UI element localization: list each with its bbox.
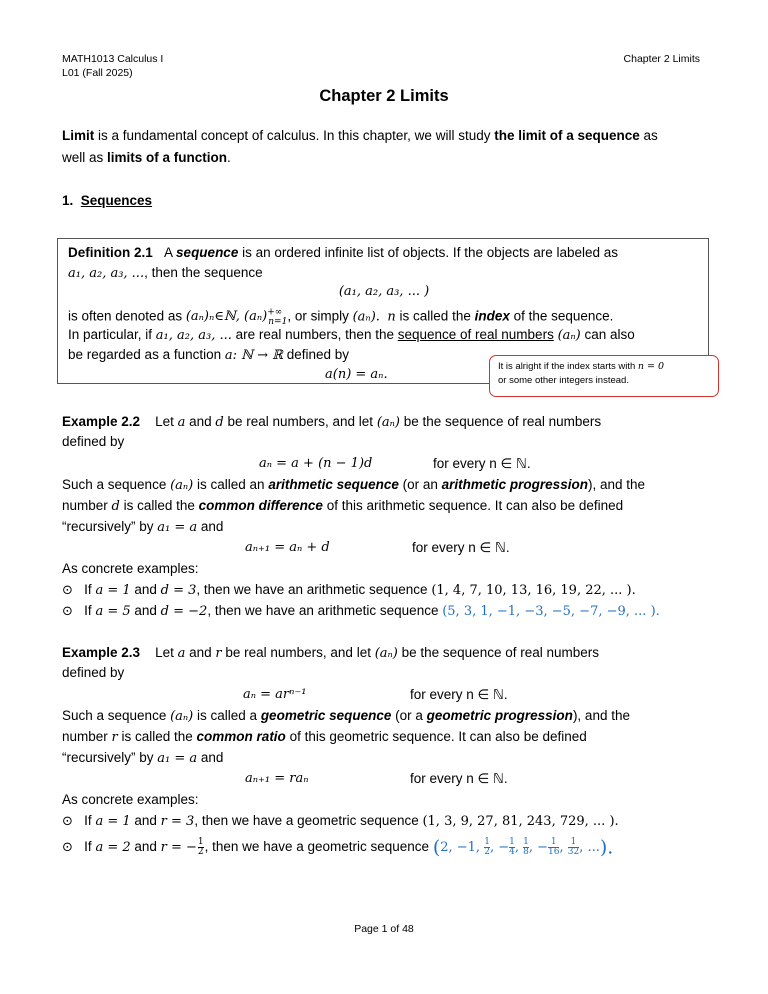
ex22-line-4: Such a sequence (aₙ) is called an arithmetic sequence (or an arithmetic progression), and the <box>62 477 645 493</box>
ex22-bullet-2: ⊙ If a = 5 and d = −2, then we have an arithmetic sequence (5, 3, 1, −1, −3, −5, −7, −9, ... ). <box>62 603 660 619</box>
def-sequence: (a₁, a₂, a₃, ... ) <box>338 284 430 299</box>
section-label: L01 (Fall 2025) <box>62 67 133 79</box>
ex23-for-1: for every n ∈ ℕ. <box>410 687 508 702</box>
ex22-formula-1: aₙ = a + (n − 1)d <box>259 456 373 471</box>
bullet-icon: ⊙ <box>62 604 73 619</box>
ex22-line-2: defined by <box>62 434 125 449</box>
intro-line-1: Limit is a fundamental concept of calculus. In this chapter, we will study the limit of a sequence as <box>62 128 658 143</box>
chapter-label: Chapter 2 Limits <box>623 53 700 65</box>
course-label: MATH1013 Calculus I <box>62 53 164 65</box>
ex23-line-1: Example 2.3 Let a and r be real numbers, and let (aₙ) be the sequence of real numbers <box>62 645 600 661</box>
ex23-bullet-1: ⊙ If a = 1 and r = 3, then we have a geometric sequence (1, 3, 9, 27, 81, 243, 729, ... ). <box>62 813 619 829</box>
bullet-icon: ⊙ <box>62 840 73 856</box>
ex23-bullet-2: ⊙ If a = 2 and r = − $\frac{1}{2}$ , then we have a geometric sequence (2, −1, $\frac{1}{2}$ , − $\frac{1}{4}$ , $\frac{1}{8}$ , − $\frac{1}{16}$ , $\frac{1}{32}$ , ...). <box>62 836 614 859</box>
ex23-line-6: “recursively” by a₁ = a and <box>62 750 224 766</box>
ex22-for-1: for every n ∈ ℕ. <box>433 456 531 471</box>
ex22-line-6: “recursively” by a₁ = a and <box>62 519 224 535</box>
ex23-concrete: As concrete examples: <box>62 792 199 807</box>
def-formula: a(n) = aₙ. <box>325 367 388 382</box>
index-note-callout <box>489 355 719 397</box>
ex23-geometric-seq: (2, −1, $\frac{1}{2}$ , − $\frac{1}{4}$ , $\frac{1}{8}$ , − $\frac{1}{16}$ , $\frac{1}{32}$ , ...). <box>432 836 614 859</box>
page-number: Page 1 of 48 <box>354 923 414 935</box>
ex22-line-5: number d is called the common difference of this arithmetic sequence. It can also be defined <box>62 498 624 514</box>
ex22-formula-2: aₙ₊₁ = aₙ + d <box>245 540 330 555</box>
def-line-2: a₁, a₂, a₃, ..., then the sequence <box>68 265 263 281</box>
bullet-icon: ⊙ <box>62 583 73 598</box>
ex22-for-2: for every n ∈ ℕ. <box>412 540 510 555</box>
ex23-line-4: Such a sequence (aₙ) is called a geometric sequence (or a geometric progression), and the <box>62 708 630 724</box>
intro-line-2: well as limits of a function. <box>62 150 231 165</box>
page-title: Chapter 2 Limits <box>319 87 449 105</box>
ex23-formula-1: aₙ = arⁿ⁻¹ <box>243 687 307 702</box>
ex23-for-2: for every n ∈ ℕ. <box>410 771 508 786</box>
ex22-concrete: As concrete examples: <box>62 561 199 576</box>
def-line-6: be regarded as a function a: ℕ → ℝ defined by <box>68 347 350 363</box>
bullet-icon: ⊙ <box>62 814 73 829</box>
ex23-line-2: defined by <box>62 665 125 680</box>
ex22-line-1: Example 2.2 Let a and d be real numbers, and let (aₙ) be the sequence of real numbers <box>62 414 602 430</box>
section-heading: 1. Sequences <box>62 193 153 208</box>
ex23-formula-2: aₙ₊₁ = raₙ <box>245 771 309 786</box>
def-line-5: In particular, if a₁, a₂, a₃, ... are real numbers, then the sequence of real numbers (aₙ) can also <box>68 327 635 343</box>
def-line-1: Definition 2.1 A sequence is an ordered infinite list of objects. If the objects are labeled as <box>68 245 619 260</box>
def-line-4: is often denoted as (aₙ)ₙ∈ℕ, $(a_n)^{+\infty}_{n=1}$, or simply (aₙ). n is called the index of the sequence. <box>68 308 614 327</box>
note-line-2: or some other integers instead. <box>498 375 629 386</box>
ex23-line-5: number r is called the common ratio of this geometric sequence. It can also be defined <box>62 729 587 745</box>
note-line-1: It is alright if the index starts with n = 0 <box>498 361 665 372</box>
ex22-bullet-1: ⊙ If a = 1 and d = 3, then we have an arithmetic sequence (1, 4, 7, 10, 13, 16, 19, 22, ... ). <box>62 582 636 598</box>
